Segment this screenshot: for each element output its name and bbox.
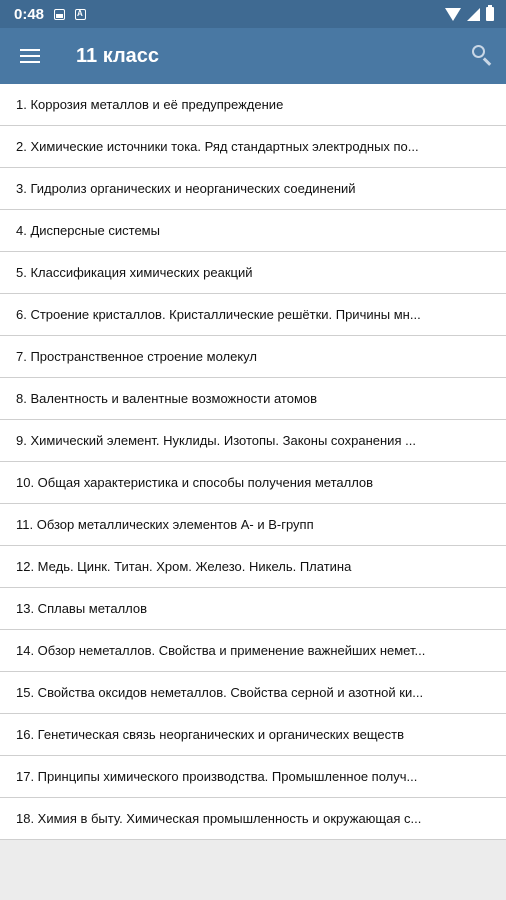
search-button[interactable] (468, 42, 496, 70)
list-item[interactable] (0, 630, 506, 672)
list-item[interactable] (0, 672, 506, 714)
lesson-list (0, 84, 506, 840)
list-item-label: 8. Валентность и валентные возможности атомов (16, 391, 318, 406)
list-item-label: 10. Общая характеристика и способы получения металлов (16, 475, 374, 490)
list-item[interactable] (0, 462, 506, 504)
list-item[interactable] (0, 210, 506, 252)
list-item[interactable] (0, 714, 506, 756)
list-item-label: 6. Строение кристаллов. Кристаллические решётки. Причины мн... (16, 307, 421, 322)
status-time: 0:48 (14, 5, 45, 23)
list-item[interactable] (0, 798, 506, 840)
battery-icon (486, 7, 494, 21)
list-item[interactable] (0, 756, 506, 798)
list-item-label: 11. Обзор металлических элементов А- и В-групп (16, 517, 314, 532)
list-item-label: 9. Химический элемент. Нуклиды. Изотопы. Законы сохранения ... (16, 433, 416, 448)
list-item[interactable] (0, 84, 506, 126)
signal-icon (467, 8, 480, 21)
list-item-label: 12. Медь. Цинк. Титан. Хром. Железо. Никель. Платина (16, 559, 352, 574)
list-item[interactable] (0, 504, 506, 546)
page-title: 11 класс (76, 44, 160, 67)
list-item[interactable] (0, 168, 506, 210)
list-item[interactable] (0, 126, 506, 168)
list-item-label: 13. Сплавы металлов (16, 601, 148, 616)
menu-button[interactable] (0, 28, 60, 84)
list-item[interactable] (0, 588, 506, 630)
list-item[interactable] (0, 294, 506, 336)
list-item[interactable] (0, 336, 506, 378)
hamburger-menu-icon (20, 49, 40, 63)
app-notification-icon (75, 9, 86, 20)
list-item-label: 4. Дисперсные системы (16, 223, 160, 238)
list-item[interactable] (0, 378, 506, 420)
list-item[interactable] (0, 252, 506, 294)
wifi-icon (445, 8, 461, 21)
list-item-label: 2. Химические источники тока. Ряд стандартных электродных по... (16, 139, 419, 154)
list-item-label: 7. Пространственное строение молекул (16, 349, 257, 364)
list-item-label: 1. Коррозия металлов и её предупреждение (16, 97, 284, 112)
list-item[interactable] (0, 420, 506, 462)
list-item-label: 15. Свойства оксидов неметаллов. Свойства серной и азотной ки... (16, 685, 424, 700)
list-item-label: 17. Принципы химического производства. Промышленное получ... (16, 769, 418, 784)
status-bar (0, 0, 506, 28)
list-item[interactable] (0, 546, 506, 588)
app-bar (0, 28, 506, 84)
list-item-label: 14. Обзор неметаллов. Свойства и применение важнейших немет... (16, 643, 426, 658)
list-item-label: 16. Генетическая связь неорганических и органических веществ (16, 727, 404, 742)
list-item-label: 18. Химия в быту. Химическая промышленность и окружающая с... (16, 811, 422, 826)
list-item-label: 3. Гидролиз органических и неорганических соединений (16, 181, 356, 196)
photo-notification-icon (54, 9, 65, 20)
list-item-label: 5. Классификация химических реакций (16, 265, 253, 280)
